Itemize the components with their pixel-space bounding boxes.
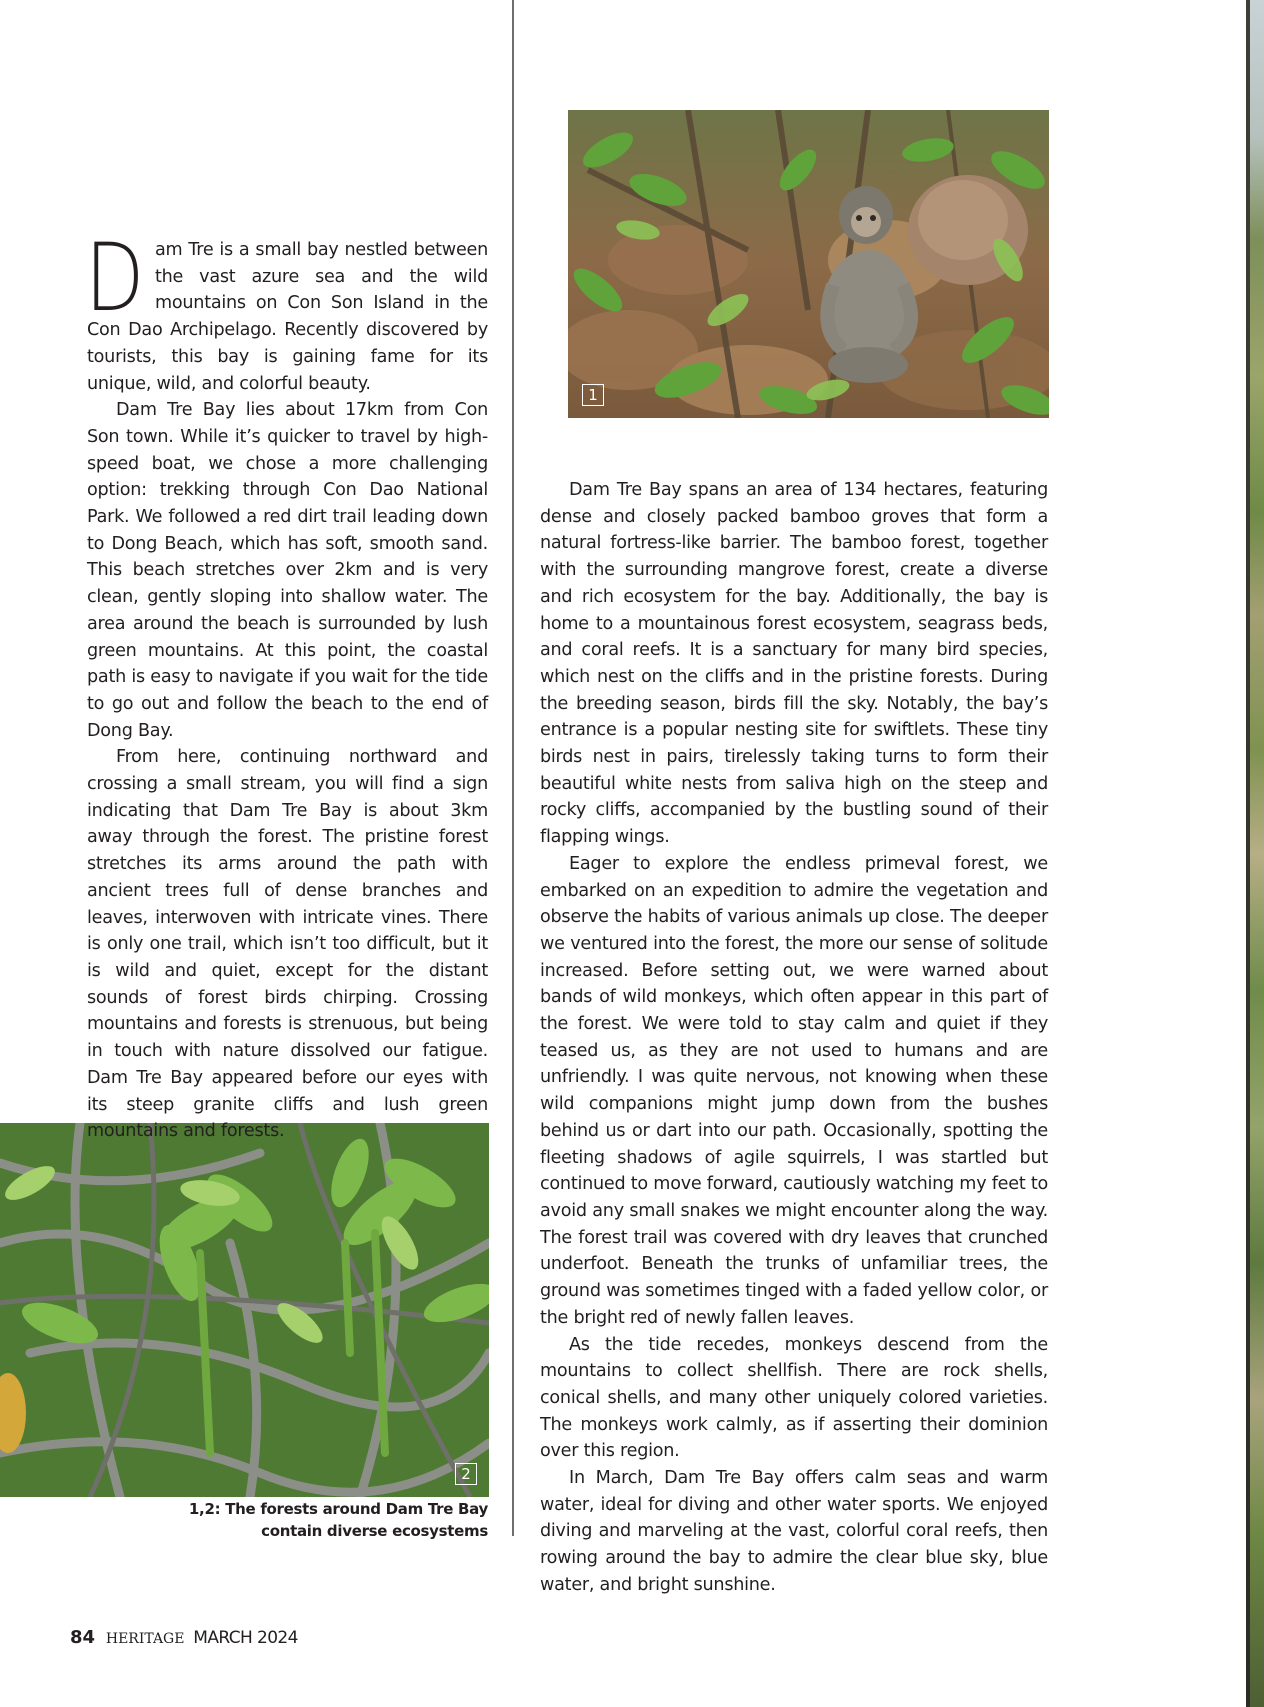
page-footer bbox=[70, 1627, 298, 1648]
paragraph: Dam Tre Bay lies about 17km from Con Son town. While it’s quicker to travel by high-speed boat, we chose a more challenging option: trekking through Con Dao National Park. We followed a red dirt trail leading down to Dong Beach, which has soft, smooth sand. This beach stretches over 2km and is very clean, gently sloping into shallow water. The area around the beach is surrounded by lush green mountains. At this point, the coastal path is easy to navigate if you wait for the tide to go out and follow the beach to the end of Dong Bay. bbox=[87, 400, 488, 741]
paragraph: Dam Tre Bay spans an area of 134 hectares, featuring dense and closely packed bamboo groves that form a natural fortress-like barrier. The bamboo forest, together with the surrounding mangrove forest, create a diverse and rich ecosystem for the bay. Additionally, the bay is home to a mountainous forest ecosystem, seagrass beds, and coral reefs. It is a sanctuary for many bird species, which nest on the cliffs and in the pristine forests. During the breeding season, birds fill the sky. Notably, the bay’s entrance is a popular nesting site for swiftlets. These tiny birds nest in pairs, tirelessly taking turns to form their beautiful white nests from saliva high on the steep and rocky cliffs, accompanied by the bustling sound of their flapping wings. bbox=[540, 480, 1048, 848]
paragraph: Eager to explore the endless primeval forest, we embarked on an expedition to admire the vegetation and observe the habits of various animals up close. The deeper we ventured into the forest, the more our sense of solitude increased. Before setting out, we were warned about bands of wild monkeys, which often appear in this part of the forest. We were told to stay calm and quiet if they teased us, as they are not used to humans and are unfriendly. I was quite nervous, not knowing when these wild companions might jump down from the bushes behind us or dart into our path. Occasionally, spotting the fleeting shadows of agile squirrels, I was startled but continued to move forward, cautiously watching my feet to avoid any small snakes we might encounter along the way. The forest trail was covered with dry leaves that crunched underfoot. Beneath the trunks of unfamiliar trees, the ground was sometimes tinged with a faded yellow color, or the bright red of newly fallen leaves. bbox=[540, 853, 1048, 1328]
right-edge-photo-bleed bbox=[1246, 0, 1264, 1707]
issue-date: MARCH 2024 bbox=[193, 1628, 298, 1648]
article-left-column bbox=[85, 224, 488, 1145]
paragraph: Dam Tre is a small bay nestled between the vast azure sea and the wild mountains on Con Son Island in the Con Dao Archipelago. Recently discovered by tourists, this bay is gaining fame for its unique, wild, and colorful beauty. bbox=[85, 224, 488, 394]
magazine-name: HERITAGE bbox=[105, 1631, 185, 1647]
photo-number-badge: 1 bbox=[582, 384, 604, 406]
page-number: 84 bbox=[70, 1627, 96, 1648]
paragraph: From here, continuing northward and crossing a small stream, you will find a sign indicating that Dam Tre Bay is about 3km away through the forest. The pristine forest stretches its arms around the path with ancient trees full of dense branches and leaves, interwoven with intricate vines. There is only one trail, which isn’t too difficult, but it is wild and quiet, except for the distant sounds of forest birds chirping. Crossing mountains and forests is strenuous, but being in touch with nature dissolved our fatigue. Dam Tre Bay appeared before our eyes with its steep granite cliffs and lush green mountains and forests. bbox=[87, 747, 488, 1142]
monkey-image bbox=[568, 110, 1049, 418]
article-right-column bbox=[540, 477, 1048, 1599]
column-divider bbox=[512, 0, 514, 1536]
dropcap: D bbox=[85, 224, 145, 333]
caption-line: contain diverse ecosystems bbox=[261, 1521, 488, 1540]
photo-number-badge: 2 bbox=[455, 1463, 477, 1485]
caption-line: 1,2: The forests around Dam Tre Bay bbox=[188, 1500, 488, 1518]
mangrove-image bbox=[0, 1123, 489, 1497]
photo-mangrove bbox=[0, 1123, 489, 1497]
photo-monkey bbox=[568, 110, 1049, 418]
photo-caption bbox=[150, 1499, 488, 1542]
paragraph: In March, Dam Tre Bay offers calm seas and warm water, ideal for diving and other water sports. We enjoyed diving and marveling at the vast, colorful coral reefs, then rowing around the bay to admire the clear blue sky, blue water, and bright sunshine. bbox=[540, 1468, 1048, 1595]
paragraph: As the tide recedes, monkeys descend from the mountains to collect shellfish. There are rock shells, conical shells, and many other uniquely colored varieties. The monkeys work calmly, as if asserting their dominion over this region. bbox=[540, 1334, 1048, 1462]
